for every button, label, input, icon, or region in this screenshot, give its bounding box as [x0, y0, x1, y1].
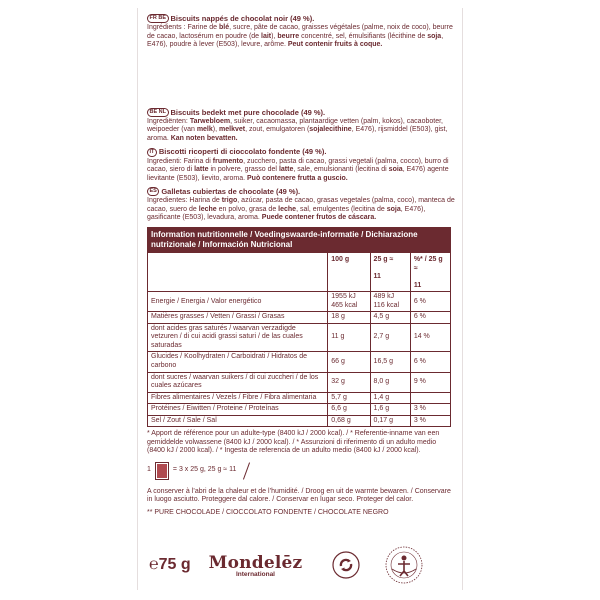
language-flag-it: IT: [147, 148, 157, 157]
col-header-100g: 100 g: [328, 253, 370, 292]
reference-intake-footnote: * Apport de référence pour un adulte-type (8400 kJ / 2000 kcal). / * Referentie-inname van een gemiddelde volwassene (8400 kJ / 2000 kcal). / * Assunzioni di riferimento di un adulto medio (8400 kJ / 2000 kcal). / * Ingesta de referencia de un adulto medio (8400 kJ / 2000 kcal).: [147, 430, 440, 455]
storage-instructions: A conserver à l’abri de la chaleur et de l’humidité. / Droog en uit de warmte bewaren. / Conservare in luogo asciutto. Proteggere dal calore. / Conservar en lugar seco. Proteger del calor.: [147, 487, 451, 504]
mondelez-logo: [209, 553, 303, 578]
nutrient-label: dont acides gras saturés / waarvan verzadigde vetzuren / di cui acidi grassi saturi / de las cuales saturadas: [148, 323, 328, 352]
nutrient-label: Glucides / Koolhydraten / Carboidrati / Hidratos de carbono: [148, 352, 328, 372]
value-100g: 32 g: [328, 372, 370, 392]
nutrient-label: Energie / Energia / Valor energético: [148, 292, 328, 312]
biscuit-pack-icon: [155, 462, 169, 480]
nutrition-row: [148, 323, 451, 352]
col-header-25g: 25 g ≈ 11: [370, 253, 410, 292]
value-25g: 4,5 g: [370, 312, 410, 324]
nutrition-row: [148, 372, 451, 392]
value-ri-percent: 6 %: [410, 312, 450, 324]
portion-count: 1: [147, 466, 151, 474]
value-25g: 0,17 g: [370, 415, 410, 427]
language-flag-fr-be: FR BE: [147, 14, 169, 23]
value-25g: 8,0 g: [370, 372, 410, 392]
product-title-es: Galletas cubiertas de chocolate (49 %).: [161, 187, 301, 197]
ingredients-text-es: Ingredientes: Harina de trigo, azúcar, pasta de cacao, grasas vegetales (palma, coco), manteca de cacao, suero de leche en polvo, grasa de leche, sal, emulgentes (lecitina de soja, E476), gasificante (E503), levadura, aroma. Puede contener frutos de cáscara.: [147, 197, 455, 222]
net-weight: ℮75 g: [149, 556, 191, 573]
value-ri-percent: 6 %: [410, 352, 450, 372]
value-ri-percent: 3 %: [410, 404, 450, 416]
nutrient-label: Fibres alimentaires / Vezels / Fibre / Fibra alimentaria: [148, 392, 328, 404]
product-title-it: Biscotti ricoperti di cioccolato fondente (49 %).: [158, 147, 327, 157]
value-25g: 1,4 g: [370, 392, 410, 404]
nutrient-label: Protéines / Eiwitten / Proteine / Proteínas: [148, 404, 328, 416]
value-ri-percent: 14 %: [410, 323, 450, 352]
value-100g: 0,68 g: [328, 415, 370, 427]
label-content: [147, 14, 455, 517]
slash-divider: [243, 462, 250, 479]
nutrient-label: Sel / Zout / Sale / Sal: [148, 415, 328, 427]
nutrient-label: Matières grasses / Vetten / Grassi / Grasas: [148, 312, 328, 324]
value-ri-percent: 3 %: [410, 415, 450, 427]
nutrition-row: [148, 352, 451, 372]
nutrition-row: [148, 312, 451, 324]
ingredients-text-nl: Ingrediënten: Tarwebloem, suiker, cacaomassa, plantaardige vetten (palm, kokos), cacaoboter, weipoeder (van melk), melkvet, zout, emulgatoren (sojalecithine, E476), rijsmiddel (E503), gist, aroma. Kan noten bevatten.: [147, 117, 448, 142]
value-ri-percent: 9 %: [410, 372, 450, 392]
nutrition-header: Information nutritionnelle / Voedingswaarde-informatie / Dichiarazione nutrizionale / Información Nutricional: [147, 227, 451, 252]
brand-subtitle: International: [235, 570, 275, 578]
nutrition-table: [147, 252, 451, 427]
value-25g: 1,6 g: [370, 404, 410, 416]
ingredients-text-it: Ingredienti: Farina di frumento, zucchero, pasta di cacao, grassi vegetali (palma, cocco), burro di cacao, siero di latte in polvere, grasso del latte, sale, emulsionanti (lecitina di soia, E476) agente lievitante (E503), lievito, aroma. Può contenere frutta a guscio.: [147, 157, 449, 182]
value-100g: 6,6 g: [328, 404, 370, 416]
cocoa-life-seal-icon: [384, 545, 424, 585]
recycle-icon: [332, 551, 360, 579]
value-ri-percent: 6 %: [410, 292, 450, 312]
portion-info: [147, 462, 455, 480]
value-25g: 16,5 g: [370, 352, 410, 372]
pure-chocolate-note: ** PURE CHOCOLADE / CIOCCOLATO FONDENTE / CHOCOLATE NEGRO: [147, 508, 389, 516]
nutrient-label: dont sucres / waarvan suikers / di cui zuccheri / de los cuales azúcares: [148, 372, 328, 392]
ingredients-it: [147, 147, 455, 183]
value-100g: 18 g: [328, 312, 370, 324]
nutrition-row: [148, 415, 451, 427]
ingredients-text-fr: Ingrédients : Farine de blé, sucre, pâte de cacao, graisses végétales (palme, noix de coco), beurre de cacao, lactosérum en poudre (de lait), beurre concentré, sel, émulsifiants (lécithine de soja, E476), poudre à lever (E503), levure, arôme. Peut contenir fruits à coque.: [147, 24, 453, 49]
product-title-nl: Biscuits bedekt met pure chocolade (49 %).: [170, 107, 326, 117]
value-100g: 5,7 g: [328, 392, 370, 404]
value-100g: 11 g: [328, 323, 370, 352]
language-flag-es: ES: [147, 187, 159, 196]
value-100g: 1955 kJ 465 kcal: [328, 292, 370, 312]
value-100g: 66 g: [328, 352, 370, 372]
ingredients-es: [147, 187, 455, 223]
nutrition-table-header-row: [148, 253, 451, 292]
ingredients-fr-be: [147, 14, 455, 50]
col-header-ri: %* / 25 g ≈ 11: [410, 253, 450, 292]
nutrition-table-body: [148, 292, 451, 427]
value-25g: 489 kJ 116 kcal: [370, 292, 410, 312]
nutrition-row: [148, 404, 451, 416]
value-ri-percent: [410, 392, 450, 404]
value-25g: 2,7 g: [370, 323, 410, 352]
nutrition-row: [148, 392, 451, 404]
nutrition-row: [148, 292, 451, 312]
bottom-bar: [147, 545, 455, 585]
brand-name: Mondelēz: [208, 552, 303, 573]
product-title-fr: Biscuits nappés de chocolat noir (49 %).: [170, 14, 315, 23]
portion-text: = 3 x 25 g, 25 g ≈ 11: [172, 466, 237, 474]
ingredients-be-nl: [147, 108, 455, 144]
language-flag-be-nl: BE NL: [147, 108, 169, 117]
